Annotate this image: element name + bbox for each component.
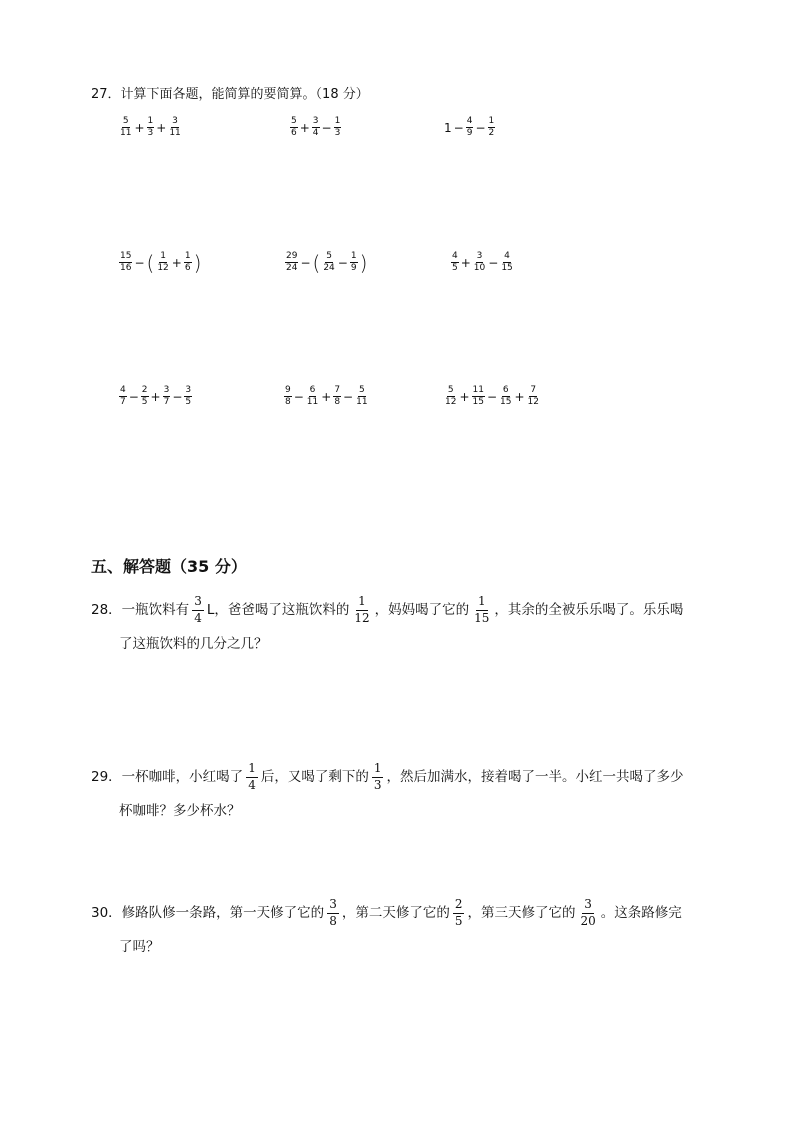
question-28	[91, 593, 711, 661]
question-28-line-2: 了这瓶饮料的几分之几？	[119, 636, 268, 652]
fraction: $\frac{5}{24}$	[323, 251, 335, 274]
fraction: $\frac{29}{24}$	[286, 251, 298, 274]
fraction: $\frac{11}{15}$	[472, 385, 484, 408]
question-29	[91, 760, 711, 828]
fraction: $\frac{4}{7}$	[120, 385, 126, 408]
fraction: $\frac{3}{5}$	[185, 385, 192, 408]
question-30	[91, 896, 711, 964]
fraction: $\frac{3}{7}$	[163, 385, 170, 408]
fraction: $\frac{3}{8}$	[329, 897, 337, 928]
fraction: $\frac{1}{3}$	[373, 761, 382, 792]
fraction: $\frac{4}{9}$	[466, 116, 473, 139]
expression-2: $\frac{5}{6}$ + $\frac{3}{4}$ − $\frac{1}{3}$	[291, 116, 341, 139]
fraction: $\frac{1}{15}$	[474, 594, 490, 625]
fraction: $\frac{9}{8}$	[285, 385, 291, 408]
fraction: $\frac{5}{11}$	[356, 385, 368, 408]
fraction: $\frac{15}{16}$	[120, 251, 132, 274]
expression-4: $\frac{15}{16}$ − ( $\frac{1}{12}$ + $\frac{1}{6}$ )	[120, 250, 202, 275]
expression-9: $\frac{5}{12}$ + $\frac{11}{15}$ − $\frac{6}{15}$ + $\frac{7}{12}$	[445, 385, 539, 408]
expression-7: $\frac{4}{7}$ − $\frac{2}{5}$ + $\frac{3}{7}$ − $\frac{3}{5}$	[120, 385, 192, 408]
expression-5: $\frac{29}{24}$ − ( $\frac{5}{24}$ − $\frac{1}{9}$ )	[286, 250, 368, 275]
expression-8: $\frac{9}{8}$ − $\frac{6}{11}$ + $\frac{7}{8}$ − $\frac{5}{11}$	[285, 385, 368, 408]
fraction: $\frac{1}{12}$	[157, 251, 169, 274]
question-29-line-1: 29．一杯咖啡，小红喝了 $\frac{1}{4}$ 后，又喝了剩下的 $\frac{1}{3}$ ，然后加满水，接着喝了一半。小红一共喝了多少	[91, 761, 684, 792]
fraction: $\frac{2}{5}$	[141, 385, 148, 408]
expression-1: $\frac{5}{11}$ + $\frac{1}{3}$ + $\frac{3}{11}$	[120, 116, 181, 139]
fraction: $\frac{3}{20}$	[580, 897, 596, 928]
fraction: $\frac{1}{3}$	[334, 116, 341, 139]
expression-3: 1 − $\frac{4}{9}$ − $\frac{1}{2}$	[444, 116, 495, 139]
fraction: $\frac{6}{11}$	[306, 385, 319, 408]
fraction: $\frac{3}{11}$	[169, 116, 181, 139]
fraction: $\frac{3}{4}$	[194, 594, 202, 625]
question-28-line-1: 28．一瓶饮料有 $\frac{3}{4}$ L，爸爸喝了这瓶饮料的 $\frac{1}{12}$ ，妈妈喝了它的 $\frac{1}{15}$ ，其余的全被乐乐喝了。乐乐喝	[91, 594, 684, 625]
fraction: $\frac{1}{4}$	[248, 761, 256, 792]
fraction: $\frac{4}{5}$	[452, 251, 458, 274]
fraction: $\frac{4}{15}$	[501, 251, 513, 274]
fraction: $\frac{1}{6}$	[184, 251, 191, 274]
question-27-heading: 27．计算下面各题，能简算的要简算。（18 分）	[91, 87, 369, 102]
fraction: $\frac{3}{10}$	[473, 251, 486, 274]
section-5-title: 五、解答题（35 分）	[91, 557, 247, 576]
fraction: $\frac{1}{2}$	[488, 116, 495, 139]
fraction: $\frac{6}{15}$	[500, 385, 512, 408]
fraction: $\frac{2}{5}$	[454, 897, 463, 928]
question-30-line-2: 了吗？	[119, 939, 160, 955]
question-30-line-1: 30．修路队修一条路，第一天修了它的 $\frac{3}{8}$ ，第二天修了它的 $\frac{2}{5}$ ，第三天修了它的 $\frac{3}{20}$ 。这条路修完	[91, 897, 682, 928]
fraction: $\frac{5}{6}$	[291, 116, 297, 139]
question-29-line-2: 杯咖啡？多少杯水？	[119, 803, 241, 819]
fraction: $\frac{3}{4}$	[312, 116, 319, 139]
fraction: $\frac{5}{12}$	[445, 385, 457, 408]
fraction: $\frac{1}{3}$	[147, 116, 154, 139]
fraction: $\frac{1}{9}$	[350, 251, 357, 274]
fraction: $\frac{1}{12}$	[354, 594, 370, 625]
fraction: $\frac{5}{11}$	[120, 116, 132, 139]
expression-6: $\frac{4}{5}$ + $\frac{3}{10}$ − $\frac{4}{15}$	[452, 251, 513, 274]
fraction: $\frac{7}{12}$	[527, 385, 539, 408]
fraction: $\frac{7}{8}$	[334, 385, 341, 408]
